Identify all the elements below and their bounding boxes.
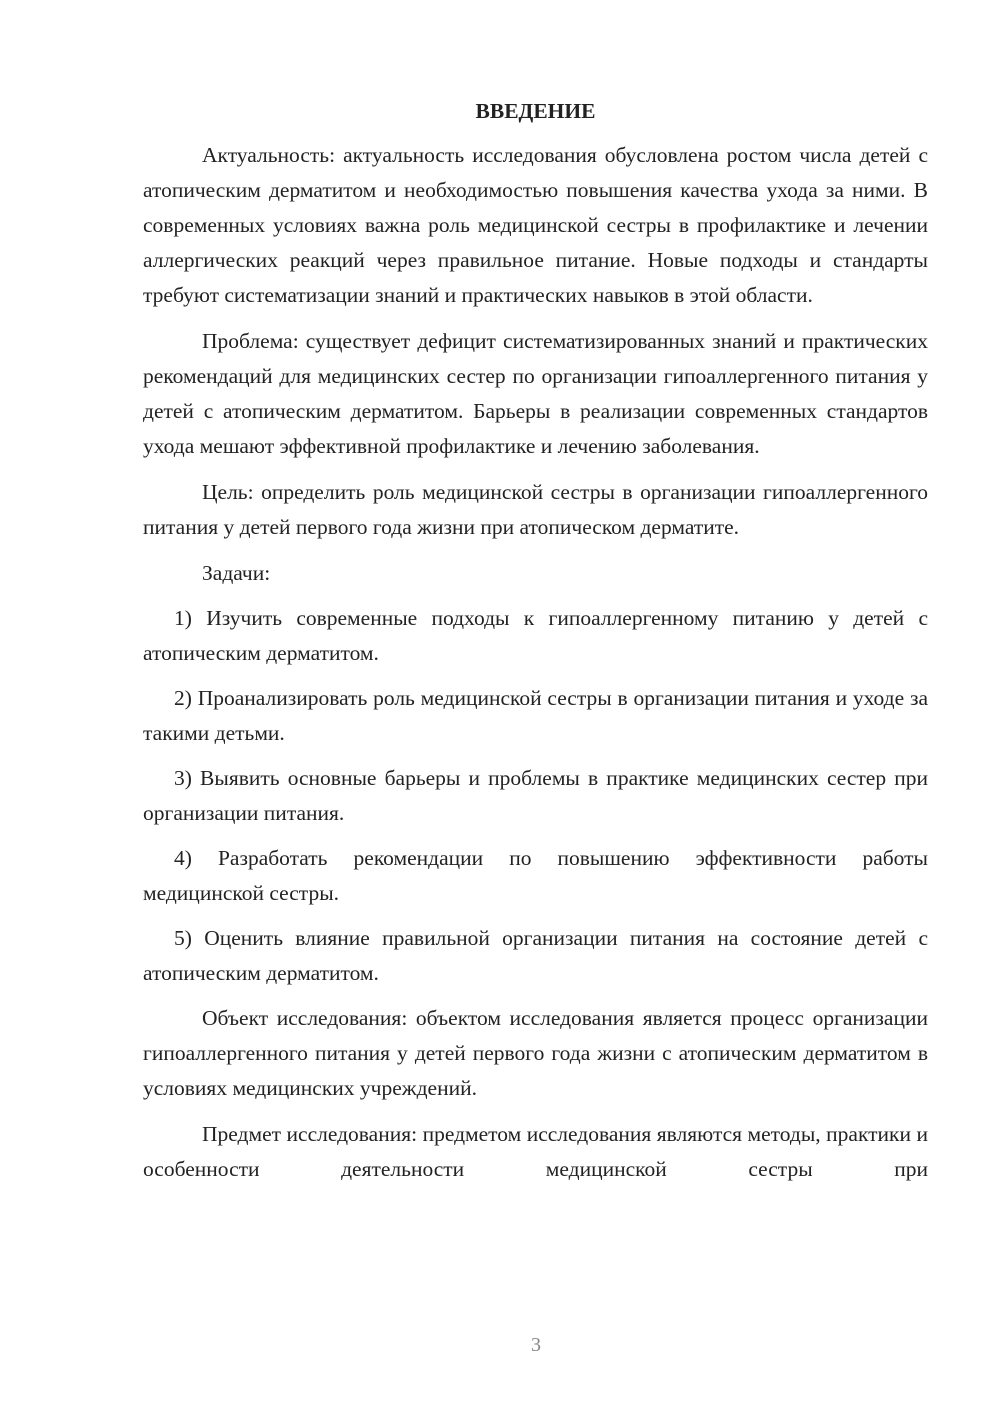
goal-paragraph: Цель: определить роль медицинской сестры в организации гипоаллергенного питания у детей первого года жизни при атопическом дерматите.: [143, 480, 928, 539]
subject-paragraph: Предмет исследования: предметом исследования являются методы, практики и особенности деятельности медицинской сестры при: [143, 1122, 928, 1181]
task-item: 3) Выявить основные барьеры и проблемы в практике медицинских сестер при организации питания.: [143, 766, 928, 825]
task-item: 4) Разработать рекомендации по повышению эффективности работы медицинской сестры.: [143, 846, 928, 905]
object-paragraph: Объект исследования: объектом исследования является процесс организации гипоаллергенного питания у детей первого года жизни с атопическим дерматитом в условиях медицинских учреждений.: [143, 1006, 928, 1100]
page-number: 3: [531, 1334, 541, 1356]
task-item: 1) Изучить современные подходы к гипоаллергенному питанию у детей с атопическим дерматитом.: [143, 606, 928, 665]
page-title: ВВЕДЕНИЕ: [475, 99, 596, 123]
problem-paragraph: Проблема: существует дефицит систематизированных знаний и практических рекомендаций для медицинских сестер по организации гипоаллергенного питания у детей с атопическим дерматитом. Барьеры в реализации современных стандартов ухода мешают эффективной профилактике и лечению заболевания.: [143, 329, 928, 458]
document-page: [143, 96, 928, 1198]
task-item: 5) Оценить влияние правильной организации питания на состояние детей с атопическим дерматитом.: [143, 926, 928, 985]
task-item: 2) Проанализировать роль медицинской сестры в организации питания и уходе за такими детьми.: [143, 686, 928, 745]
relevance-paragraph: Актуальность: актуальность исследования обусловлена ростом числа детей с атопическим дерматитом и необходимостью повышения качества ухода за ними. В современных условиях важна роль медицинской сестры в профилактике и лечении аллергических реакций через правильное питание. Новые подходы и стандарты требуют систематизации знаний и практических навыков в этой области.: [143, 143, 928, 307]
tasks-heading: Задачи:: [202, 561, 271, 585]
